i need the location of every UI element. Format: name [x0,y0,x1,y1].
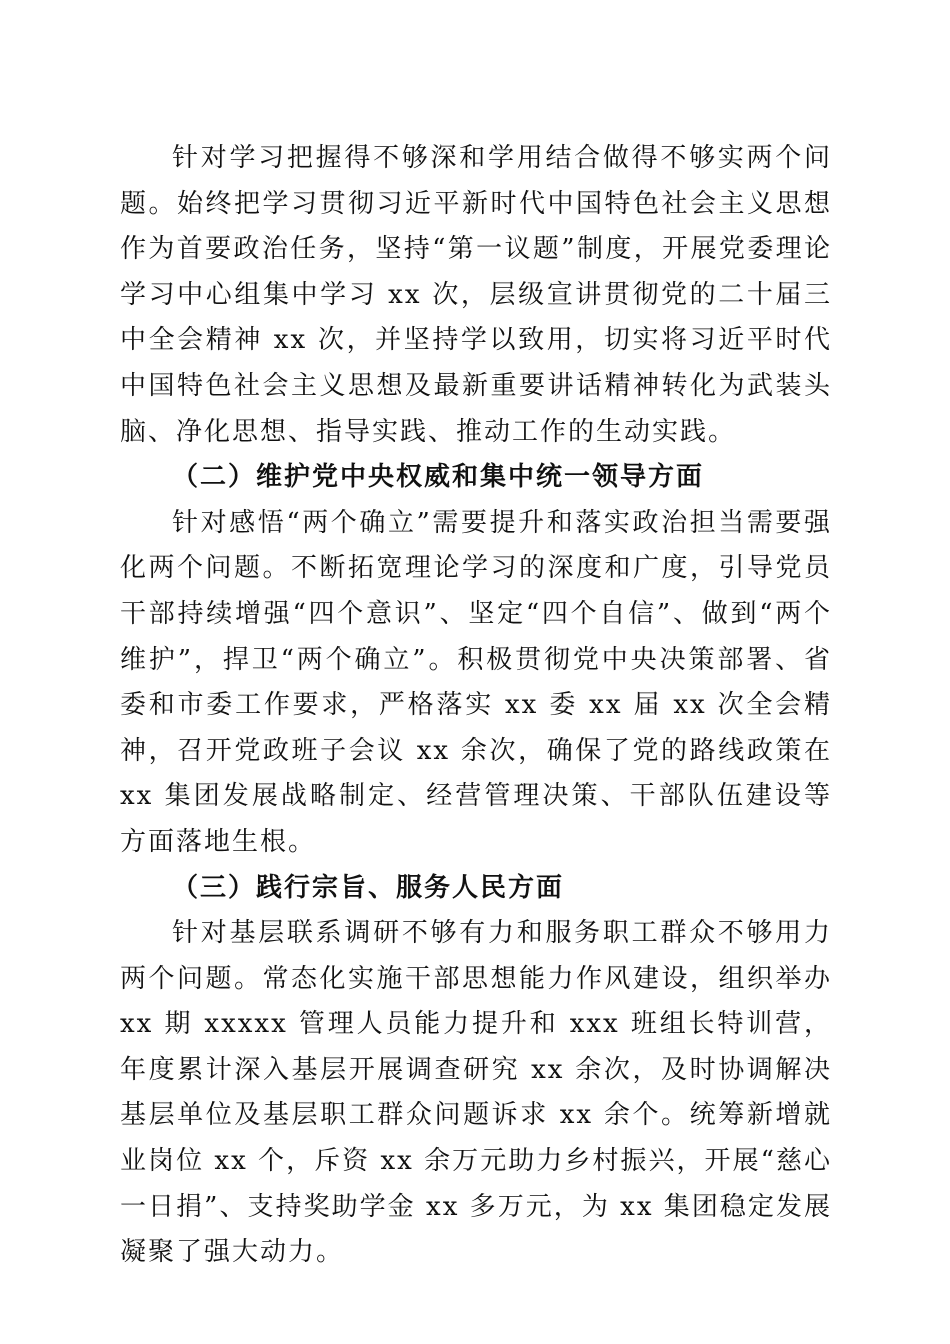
paragraph-authority: 针对感悟“两个确立”需要提升和落实政治担当需要强化两个问题。不断拓宽理论学习的深度和广度，引导党员干部持续增强“四个意识”、坚定“四个自信”、做到“两个维护”，捍卫“两个确立”。积极贯彻党中央决策部署、省委和市委工作要求，严格落实 xx 委 xx 届 xx 次全会精神，召开党政班子会议 xx 余次，确保了党的路线政策在 xx 集团发展战略制定、经营管理决策、干部队伍建设等方面落地生根。 [120,507,832,857]
paragraph-study: 针对学习把握得不够深和学用结合做得不够实两个问题。始终把学习贯彻习近平新时代中国特色社会主义思想作为首要政治任务，坚持“第一议题”制度，开展党委理论学习中心组集中学习 xx 次，层级宣讲贯彻党的二十届三中全会精神 xx 次，并坚持学以致用，切实将习近平时代中国特色社会主义思想及最新重要讲话精神转化为武装头脑、净化思想、指导实践、推动工作的生动实践。 [120,143,832,447]
paragraph-serve-people: 针对基层联系调研不够有力和服务职工群众不够用力两个问题。常态化实施干部思想能力作风建设，组织举办 xx 期 xxxxx 管理人员能力提升和 xxx 班组长特训营，年度累计深入基层开展调查研究 xx 余次，及时协调解决基层单位及基层职工群众问题诉求 xx 余个。统筹新增就业岗位 xx 个，斥资 xx 余万元助力乡村振兴，开展“慈心一日捐”、支持奖助学金 xx 多万元，为 xx 集团稳定发展凝聚了强大动力。 [120,918,832,1268]
section-heading-2: （二）维护党中央权威和集中统一领导方面 [172,462,705,493]
document-body [120,136,832,1276]
section-heading-3: （三）践行宗旨、服务人民方面 [172,872,565,903]
